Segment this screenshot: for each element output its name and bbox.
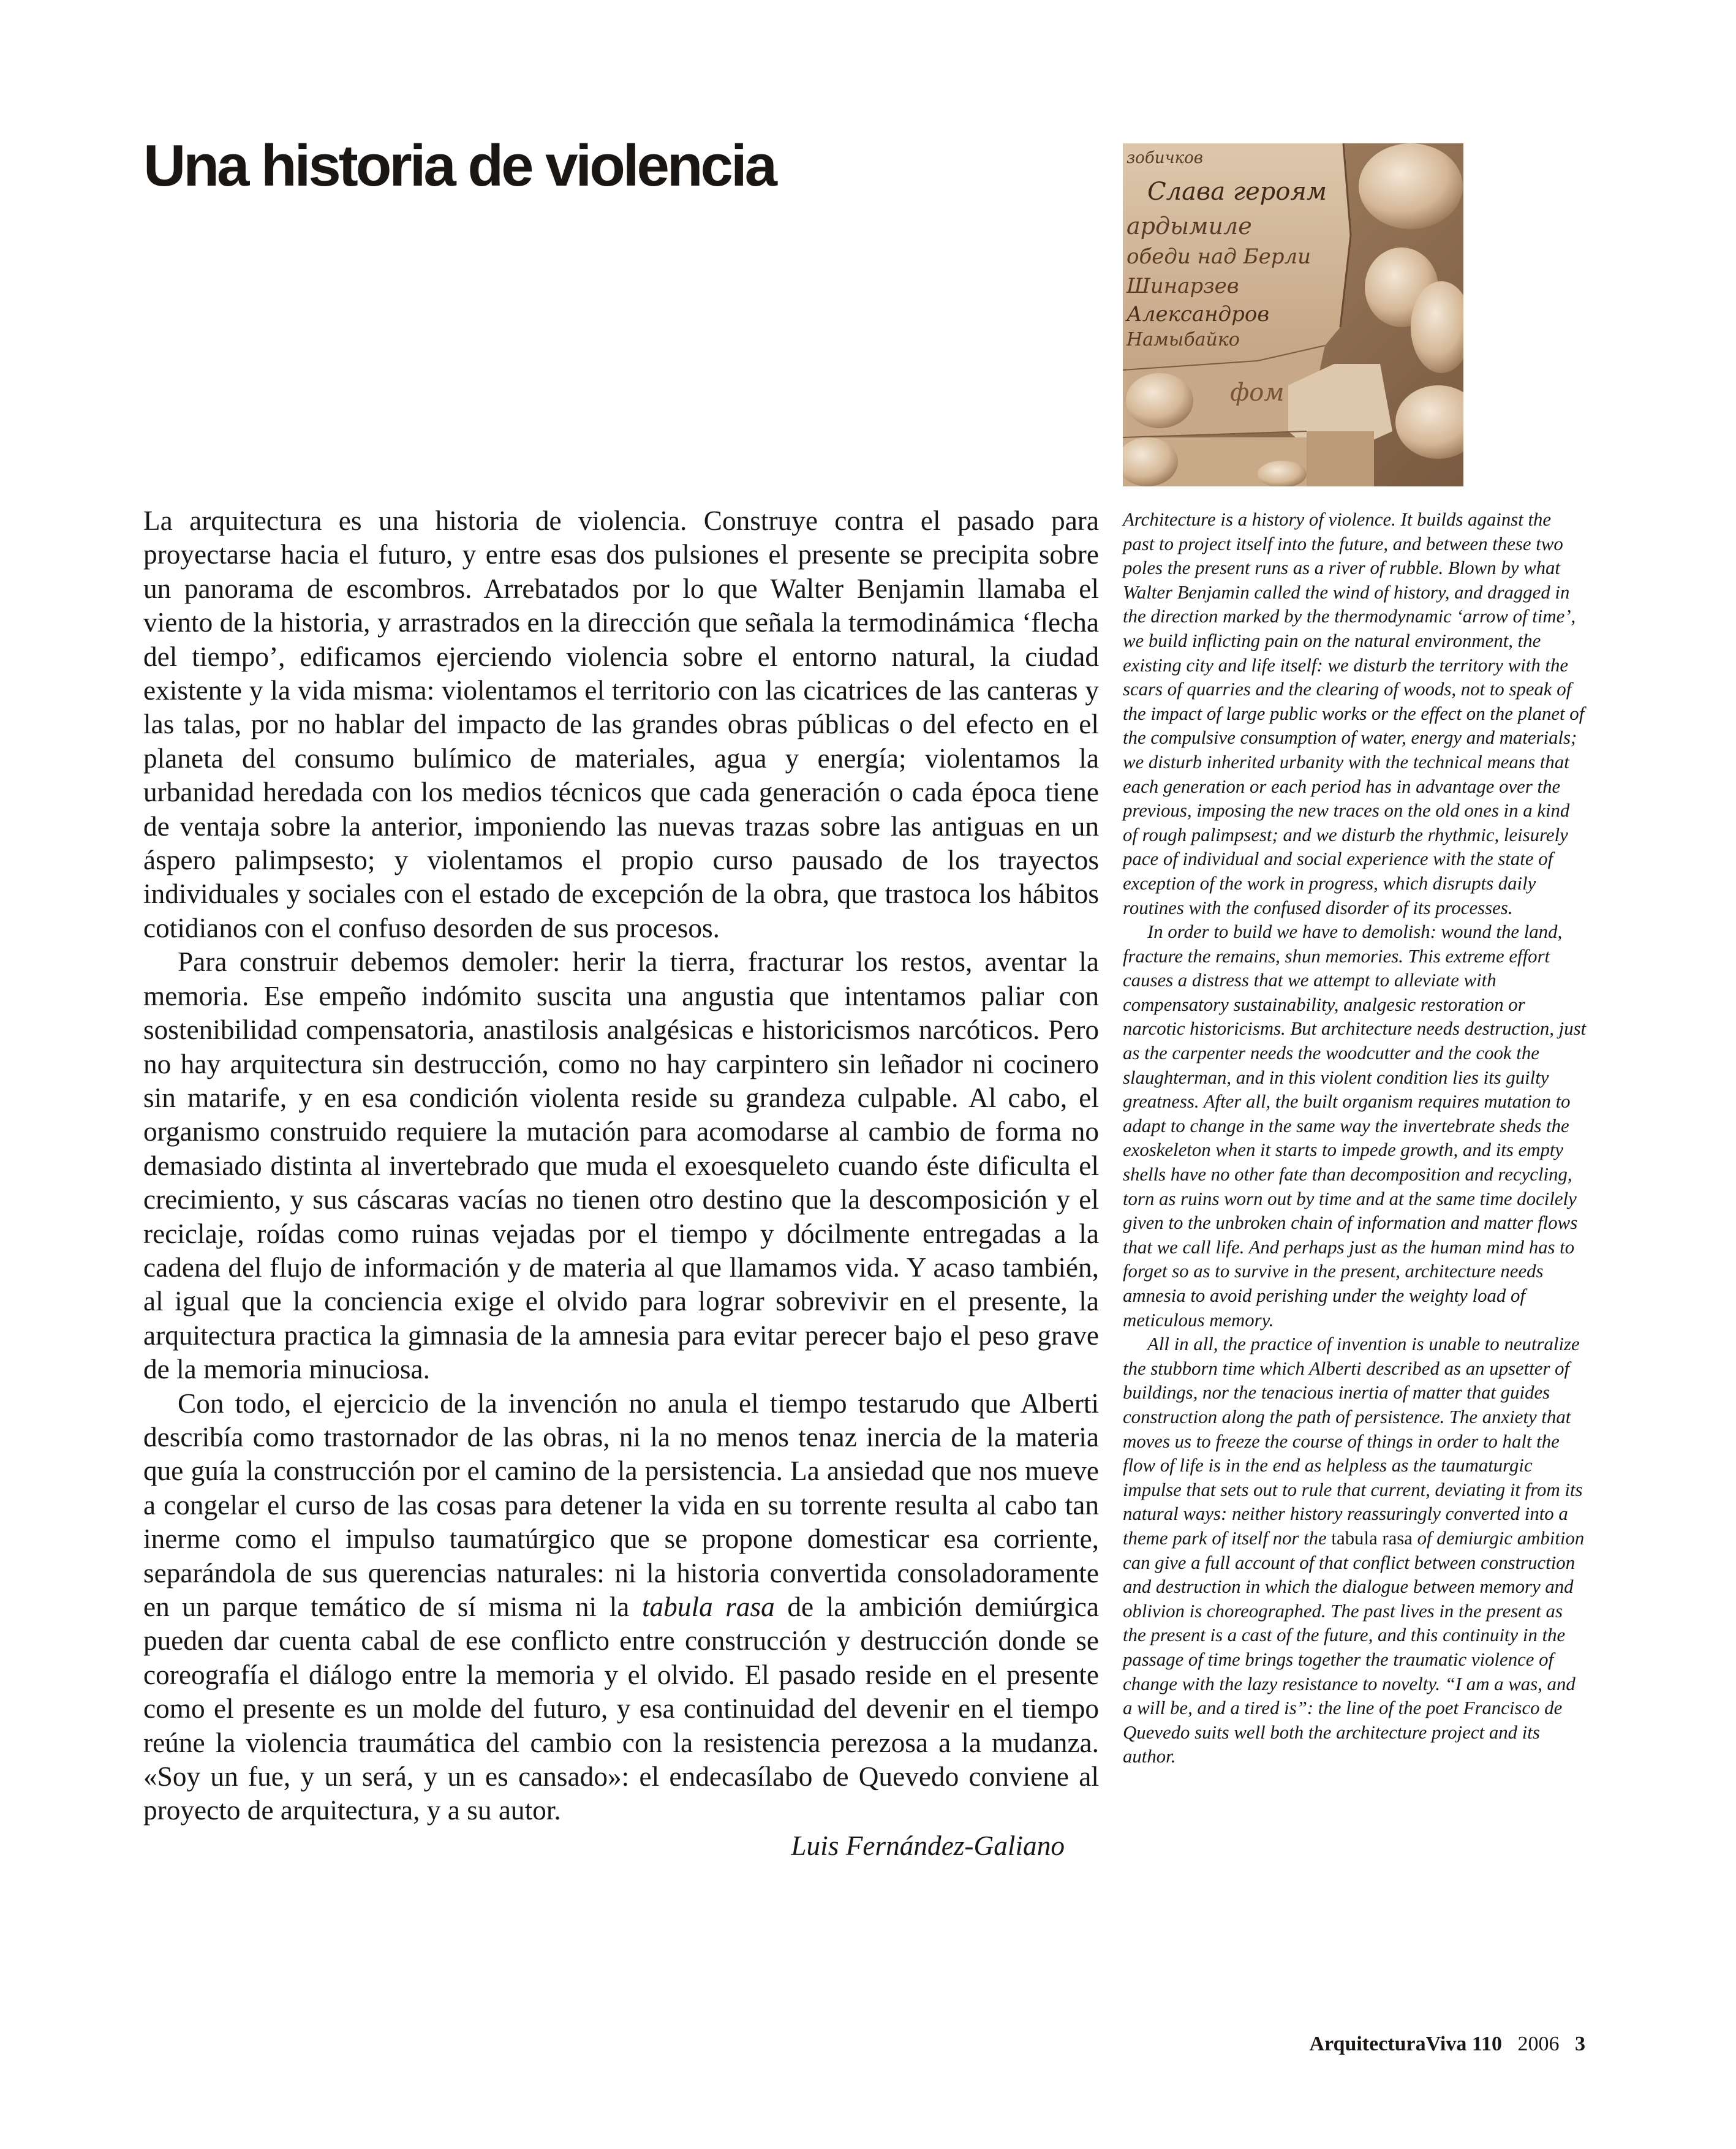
english-paragraph-3 <box>1123 1332 1587 1769</box>
main-paragraph-3 <box>143 1387 1099 1828</box>
main-paragraph-3a: Con todo, el ejercicio de la invención no anula el tiempo testarudo que Alberti describía como trastornador de las obras, ni la no menos tenaz inercia de la materia que guía la construcción por el camino de la persistencia. La ansiedad que nos mueve a congelar el curso de las cosas para detener la vida en su torrente resulta al cabo tan inerme como el impulso taumatúrgico que se propone domesticar esa corriente, separándola de sus querencias naturales: ni la historia convertida consoladoramente en un parque temático de sí misma ni la <box>143 1388 1099 1622</box>
magazine-issue: ArquitecturaViva 110 <box>1309 2033 1502 2055</box>
english-paragraph-3a: All in all, the practice of invention is unable to neutralize the stubborn time which Alberti described as an upsetter of buildings, nor the tenacious inertia of matter that guides construction along the path of persistence. The anxiety that moves us to freeze the course of things in order to halt the flow of life is in the end as helpless as the taumaturgic impulse that sets out to rule that current, deviating it from its natural ways: neither history reassuringly converted into a theme park of itself nor the <box>1123 1334 1583 1549</box>
main-paragraph-1: La arquitectura es una historia de violencia. Construye contra el pasado para proyectarse hacia el futuro, y entre esas dos pulsiones el presente se precipita sobre un panorama de escombros. Arrebatados por lo que Walter Benjamin llamaba el viento de la historia, y arrastrados en la dirección que señala la termodinámica ‘flecha del tiempo’, edificamos ejerciendo violencia sobre el entorno natural, la ciudad existente y la vida misma: violentamos el territorio con las cicatrices de las canteras y las talas, por no hablar del impacto de las grandes obras públicas o del efecto en el planeta del consumo bulímico de materiales, agua y energía; violentamos la urbanidad heredada con los medios técnicos que cada generación o cada época tiene de ventaja sobre la anterior, imponiendo las nuevas trazas sobre las antiguas en un áspero palimpsesto; y violentamos el propio curso pausado de los trayectos individuales y sociales con el estado de excepción de la obra, que trastoca los hábitos cotidianos con el confuso desorden de sus procesos. <box>143 505 1099 943</box>
author-signature: Luis Fernández-Galiano <box>791 1830 1065 1861</box>
inscription-1: зобичков <box>1127 149 1203 167</box>
inscription-5: Шинарзев <box>1127 274 1239 298</box>
english-paragraph-2: In order to build we have to demolish: wound the land, fracture the remains, shun memories. This extreme effort causes a distress that we attempt to alleviate with compensatory sustainability, analgesic restoration or narcotic historicisms. But architecture needs destruction, just as the carpenter needs the woodcutter and the cook the slaughterman, and in this violent condition lies its guilty greatness. After all, the built organism requires mutation to adapt to change in the same way the invertebrate sheds the exoskeleton when it starts to impede growth, and its empty shells have no other fate than decomposition and recycling, torn as ruins worn out by time and at the same time docilely given to the unbroken chain of information and matter flows that we call life. And perhaps just as the human mind has to forget so as to survive in the present, architecture needs amnesia to avoid perishing under the weighty load of meticulous memory. <box>1123 921 1587 1331</box>
english-paragraph-1: Architecture is a history of violence. It builds against the past to project itself into the future, and between these two poles the present runs as a river of rubble. Blown by what Walter Benjamin called the wind of history, and dragged in the direction marked by the thermodynamic ‘arrow of time’, we build inflicting pain on the natural environment, the existing city and life itself: we disturb the territory with the scars of quarries and the clearing of woods, not to speak of the impact of large public works or the effect on the planet of the compulsive consumption of water, energy and materials; we disturb inherited urbanity with the technical means that each generation or each period has in advantage over the previous, imposing the new traces on the old ones in a kind of rough palimpsest; and we disturb the rhythmic, leisurely pace of individual and social experience with the state of exception of the work in progress, which disrupts daily routines with the confused disorder of its processes. <box>1123 509 1585 918</box>
inscription-6: Александров <box>1127 302 1270 327</box>
inscription-4: обеди над Берли <box>1127 244 1311 269</box>
inscription-8: фом <box>1230 379 1285 407</box>
page-footer <box>1310 2033 1585 2056</box>
page-number: 3 <box>1575 2033 1585 2055</box>
inscribed-stone-wall-image <box>1123 143 1463 486</box>
main-paragraph-3b: de la ambición demiúrgica pueden dar cuenta cabal de ese conflicto entre construcción y destrucción donde se coreografía el diálogo entre la memoria y el olvido. El pasado reside en el presente como el presente es un molde del futuro, y esa continuidad del devenir en el tiempo reúne la violencia traumática del cambio con la resistencia perezosa a la mudanza. «Soy un fue, y un será, y un es cansado»: el endecasílabo de Quevedo conviene al proyecto de arquitectura, y a su autor. <box>143 1592 1099 1826</box>
issue-year: 2006 <box>1517 2033 1560 2055</box>
tabula-rasa-term: tabula rasa <box>641 1592 775 1622</box>
inscription-3: ардымиле <box>1127 213 1252 240</box>
main-article-text <box>143 504 1099 1863</box>
english-paragraph-3b: of demiurgic ambition can give a full account of that conflict between construction and destruction in which the dialogue between memory and oblivion is choreographed. The past lives in the present as the present is a cast of the future, and this continuity in the passage of time brings together the traumatic violence of change with the lazy resistance to novelty. “I am a was, and a will be, and a tired is”: the line of the poet Francisco de Quevedo suits well both the architecture project and its author. <box>1123 1527 1585 1767</box>
tabula-rasa-term-english: tabula rasa <box>1331 1527 1413 1549</box>
main-paragraph-2: Para construir debemos demoler: herir la tierra, fracturar los restos, aventar la memoria. Ese empeño indómito suscita una angustia que intentamos paliar con sostenibilidad compensatoria, anastilosis analgésicas e historicismos narcóticos. Pero no hay arquitectura sin destrucción, como no hay carpintero sin leñador ni cocinero sin matarife, y en esa condición violenta reside su grandeza culpable. Al cabo, el organismo construido requiere la mutación para acomodarse al cambio de forma no demasiado distinta al invertebrado que muda el exoesqueleto cuando éste dificulta el crecimiento, y sus cáscaras vacías no tienen otro destino que la descomposición y el reciclaje, roídas como ruinas vejadas por el tiempo y dócilmente entregadas a la cadena del flujo de información y de materia al que llamamos vida. Y acaso también, al igual que la conciencia exige el olvido para lograr sobrevivir en el presente, la arquitectura practica la gimnasia de la amnesia para evitar perecer bajo el peso grave de la memoria minuciosa. <box>143 946 1099 1385</box>
english-translation-text <box>1123 508 1587 1769</box>
inscription-2: Слава героям <box>1147 178 1327 206</box>
article-title: Una historia de violencia <box>143 133 775 198</box>
inscription-7: Намыбайко <box>1127 329 1240 350</box>
